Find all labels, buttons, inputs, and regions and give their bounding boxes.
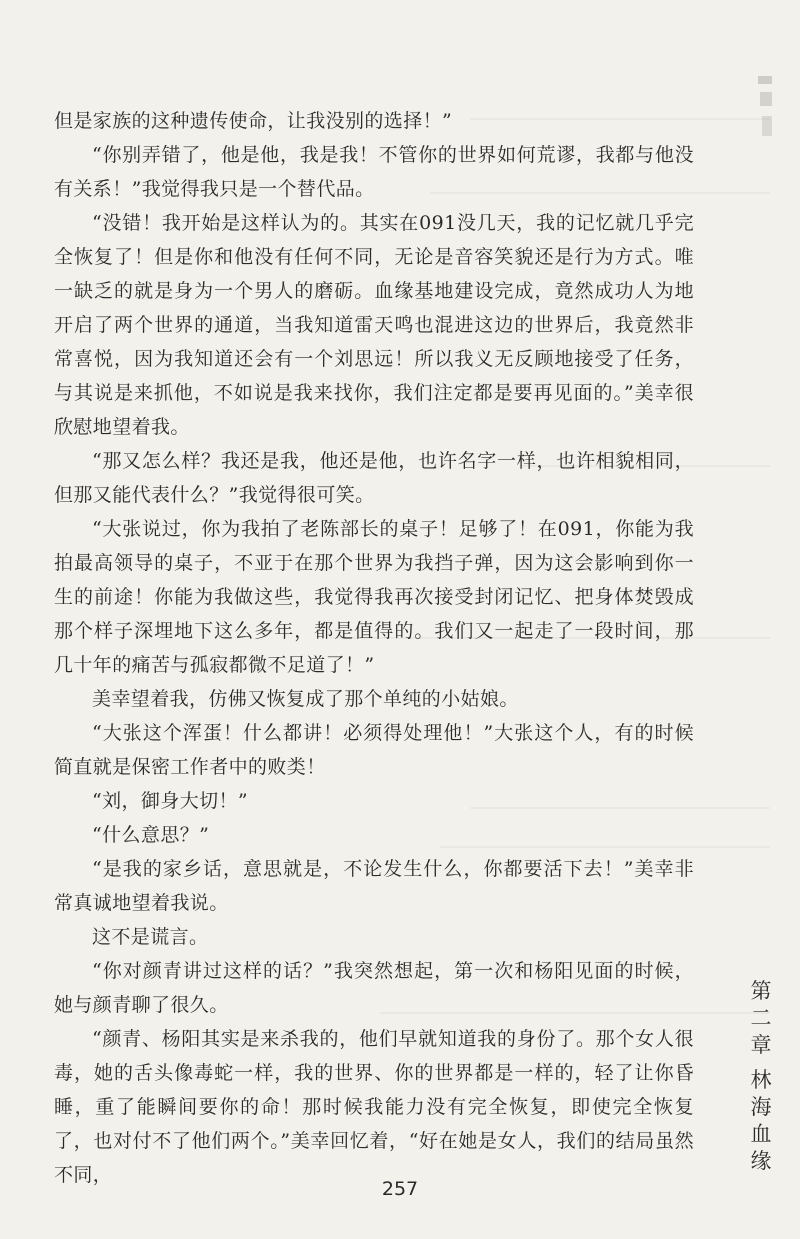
chapter-label: 第二章: [750, 979, 772, 1057]
paragraph: “你别弄错了，他是他，我是我！不管你的世界如何荒谬，我都与他没有关系！”我觉得我只是一个替代品。: [54, 144, 694, 200]
paragraph: “没错！我开始是这样认为的。其实在091没几天，我的记忆就几乎完全恢复了！但是你和他没有任何不同，无论是音容笑貌还是行为方式。唯一缺乏的就是身为一个男人的磨砺。血缘基地建设完成，竟然成功人为地开启了两个世界的通道，当我知道雷天鸣也混进这边的世界后，我竟然非常喜悦，因为我知道还会有一个刘思远！所以我义无反顾地接受了任务，与其说是来抓他，不如说是我来找你，我们注定都是要再见面的。”美幸很欣慰地望着我。: [54, 212, 694, 438]
paragraph: “刘，御身大切！”: [92, 790, 249, 812]
paragraph: “是我的家乡话，意思就是，不论发生什么，你都要活下去！”美幸非常真诚地望着我说。: [54, 858, 694, 914]
chapter-side-title: [748, 978, 774, 1175]
body-text: [54, 104, 694, 1192]
paragraph: “颜青、杨阳其实是来杀我的，他们早就知道我的身份了。那个女人很毒，她的舌头像毒蛇一样，我的世界、你的世界都是一样的，轻了让你昏睡，重了能瞬间要你的命！那时候我能力没有完全恢复，即使完全恢复了，也对付不了他们两个。”美幸回忆着，“好在她是女人，我们的结局虽然不同，: [54, 1028, 694, 1186]
paragraph: “什么意思？”: [92, 824, 210, 846]
paragraph: 但是家族的这种遗传使命，让我没别的选择！”: [54, 110, 453, 132]
paragraph: “那又怎么样？我还是我，他还是他，也许名字一样，也许相貌相同，但那又能代表什么？”我觉得很可笑。: [54, 450, 694, 506]
page-number: 257: [381, 1178, 419, 1200]
paragraph: 美幸望着我，仿佛又恢复成了那个单纯的小姑娘。: [92, 688, 519, 710]
paragraph: 这不是谎言。: [92, 926, 209, 948]
paragraph: “大张说过，你为我拍了老陈部长的桌子！足够了！在091，你能为我拍最高领导的桌子，不亚于在那个世界为我挡子弹，因为这会影响到你一生的前途！你能为我做这些，我觉得我再次接受封闭记忆、把身体焚毁成那个样子深埋地下这么多年，都是值得的。我们又一起走了一段时间，那几十年的痛苦与孤寂都微不足道了！”: [54, 518, 694, 676]
paragraph: “大张这个浑蛋！什么都讲！必须得处理他！”大张这个人，有的时候简直就是保密工作者中的败类！: [54, 722, 694, 778]
paragraph: “你对颜青讲过这样的话？”我突然想起，第一次和杨阳见面的时候，她与颜青聊了很久。: [54, 960, 694, 1016]
corner-smudge-icon: [754, 72, 778, 142]
chapter-title: 林海血缘: [750, 1068, 772, 1173]
